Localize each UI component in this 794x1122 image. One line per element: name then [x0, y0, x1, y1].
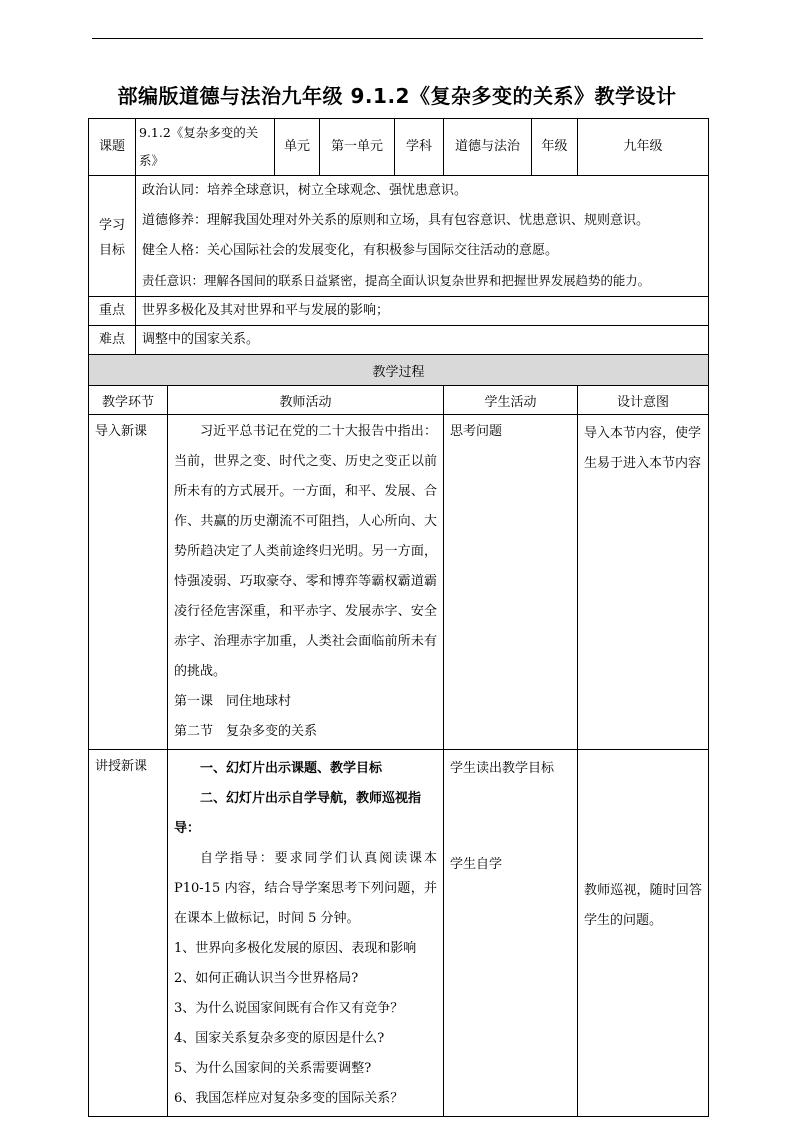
intent-patrol: 教师巡视，随时回答学生的问题。 [584, 883, 702, 928]
intro-section: 第二节 复杂多变的关系 [174, 724, 318, 739]
col-intent: 设计意图 [578, 386, 709, 415]
header-rule [92, 38, 703, 39]
teach-teacher [168, 750, 444, 1117]
question-item: 3、为什么说国家间既有合作又有竞争？ [174, 1001, 404, 1016]
teach-student [444, 750, 578, 1117]
teach-stage: 讲授新课 [89, 750, 168, 1117]
teach-step2: 二、幻灯片出示自学导航，教师巡视指导： [174, 791, 422, 836]
question-item: 2、如何正确认识当今世界格局? [174, 971, 359, 986]
col-student: 学生活动 [444, 386, 578, 415]
student-self: 学生自学 [450, 857, 503, 872]
process-header: 教学过程 [89, 355, 709, 386]
question-item: 6、我国怎样应对复杂多变的国际关系？ [174, 1091, 404, 1106]
grade-label: 年级 [532, 119, 578, 176]
teach-guide: 自学指导：要求同学们认真阅读课本 P10-15 内容，结合导学案思考下列问题，并在课本上做标记，时间 5 分钟。 [174, 851, 437, 926]
intro-lesson: 第一课 同住地球村 [174, 694, 292, 709]
objectives-list [136, 176, 709, 297]
key-point-row [89, 297, 709, 326]
subject-label: 学科 [395, 119, 444, 176]
intro-stage: 导入新课 [89, 415, 168, 750]
objectives-label: 学习 目标 [89, 176, 136, 297]
col-stage: 教学环节 [89, 386, 168, 415]
subject-value: 道德与法治 [444, 119, 532, 176]
student-read: 学生读出教学目标 [450, 761, 555, 776]
grade-value: 九年级 [578, 119, 709, 176]
objective-item: 责任意识：理解各国间的联系日益紧密，提高全面认识复杂世界和把握世界发展趋势的能力。 [142, 273, 651, 288]
question-item: 1、世界向多极化发展的原因、表现和影响 [174, 941, 417, 956]
objective-item: 政治认同：培养全球意识，树立全球观念、强忧患意识。 [142, 183, 468, 198]
col-teacher: 教师活动 [168, 386, 444, 415]
difficulty-value: 调整中的国家关系。 [136, 326, 709, 355]
intro-row [89, 415, 709, 750]
key-point-value: 世界多极化及其对世界和平与发展的影响； [136, 297, 709, 326]
difficulty-row [89, 326, 709, 355]
topic-label: 课题 [89, 119, 136, 176]
intro-student: 思考问题 [444, 415, 578, 750]
difficulty-label: 难点 [89, 326, 136, 355]
key-point-label: 重点 [89, 297, 136, 326]
teach-row [89, 750, 709, 1117]
process-header-row [89, 355, 709, 386]
intro-teacher [168, 415, 444, 750]
teach-step1: 一、幻灯片出示课题、教学目标 [200, 761, 383, 776]
objective-item: 健全人格：关心国际社会的发展变化，有积极参与国际交往活动的意愿。 [142, 243, 559, 258]
topic-value: 9.1.2《复杂多变的关系》 [136, 119, 275, 176]
intro-intent: 导入本节内容，使学生易于进入本节内容 [578, 415, 709, 750]
page-title: 部编版道德与法治九年级 9.1.2《复杂多变的关系》教学设计 [117, 84, 677, 108]
column-header-row [89, 386, 709, 415]
unit-label: 单元 [275, 119, 320, 176]
objective-item: 道德修养：理解我国处理对外关系的原则和立场，具有包容意识、忧患意识、规则意识。 [142, 213, 650, 228]
objectives-row [89, 176, 709, 297]
lesson-plan-table [88, 118, 709, 1117]
info-row [89, 119, 709, 176]
question-item: 4、国家关系复杂多变的原因是什么? [174, 1031, 385, 1046]
unit-value: 第一单元 [320, 119, 395, 176]
teach-intent [578, 750, 709, 1117]
question-item: 5、为什么国家间的关系需要调整? [174, 1061, 372, 1076]
intro-paragraph: 习近平总书记在党的二十大报告中指出：当前，世界之变、时代之变、历史之变正以前所未有的方式展开。一方面，和平、发展、合作、共赢的历史潮流不可阻挡，人心所向、大势所趋决定了人类前途终归光明。另一方面，恃强凌弱、巧取豪夺、零和博弈等霸权霸道霸凌行径危害深重，和平赤字、发展赤字、安全赤字、治理赤字加重，人类社会面临前所未有的挑战。 [174, 424, 437, 679]
